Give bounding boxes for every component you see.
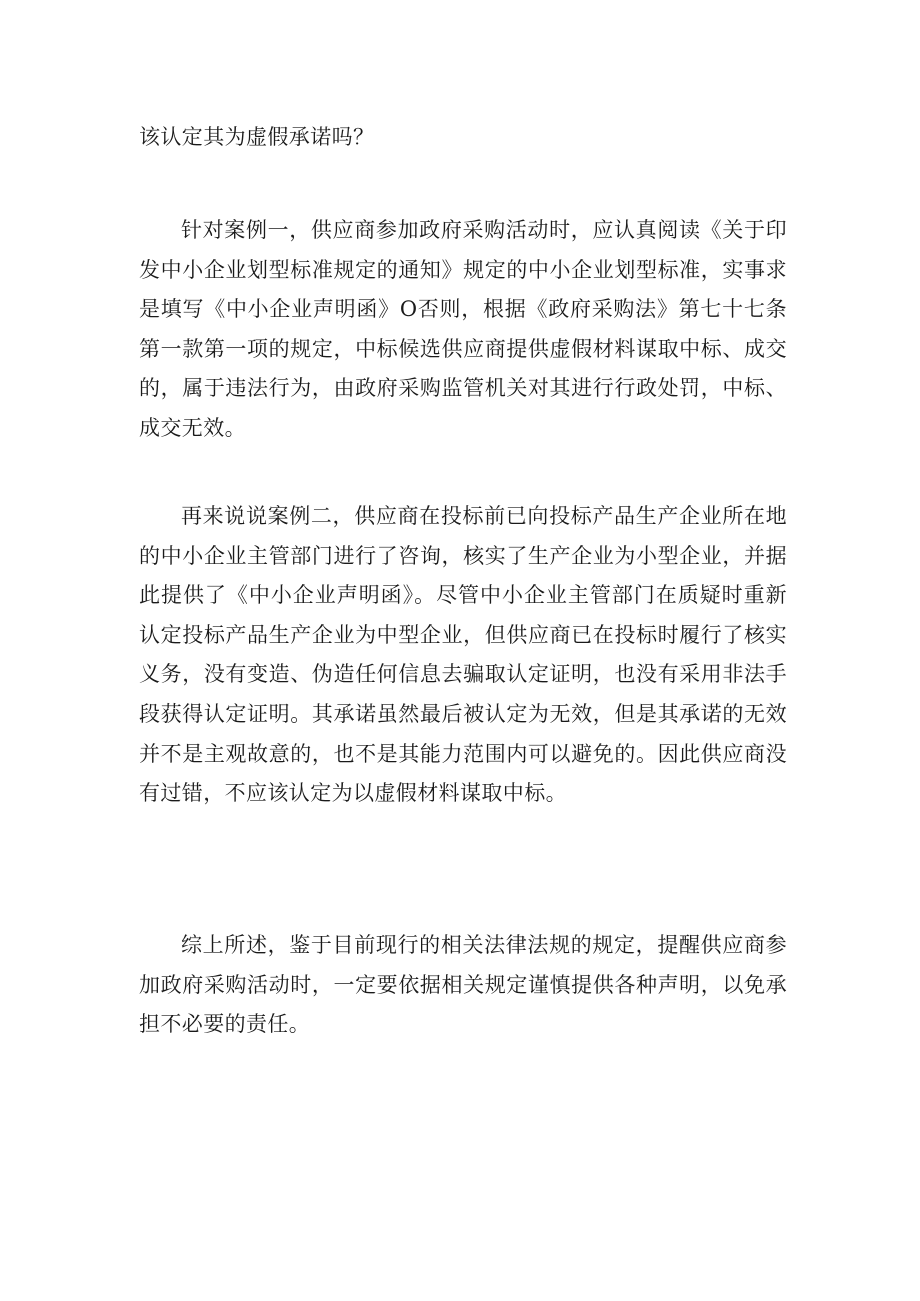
- paragraph-case-one: 针对案例一，供应商参加政府采购活动时，应认真阅读《关于印发中小企业划型标准规定的通知》规定的中小企业划型标准，实事求是填写《中小企业声明函》O否则，根据《政府采购法》第七十七条第一款第一项的规定，中标候选供应商提供虚假材料谋取中标、成交的，属于违法行为，由政府采购监管机关对其进行行政处罚，中标、成交无效。: [139, 218, 787, 440]
- paragraph-case-two: 再来说说案例二，供应商在投标前已向投标产品生产企业所在地的中小企业主管部门进行了咨询，核实了生产企业为小型企业，并据此提供了《中小企业声明函》。尽管中小企业主管部门在质疑时重新认定投标产品生产企业为中型企业，但供应商已在投标时履行了核实义务，没有变造、伪造任何信息去骗取认定证明，也没有采用非法手段获得认定证明。其承诺虽然最后被认定为无效，但是其承诺的无效并不是主观故意的，也不是其能力范围内可以避免的。因此供应商没有过错，不应该认定为以虚假材料谋取中标。: [139, 504, 787, 806]
- paragraph-question: 该认定其为虚假承诺吗？: [139, 125, 375, 149]
- paragraph-conclusion: 综上所述，鉴于目前现行的相关法律法规的规定，提醒供应商参加政府采购活动时，一定要依据相关规定谨慎提供各种声明，以免承担不必要的责任。: [139, 933, 787, 1037]
